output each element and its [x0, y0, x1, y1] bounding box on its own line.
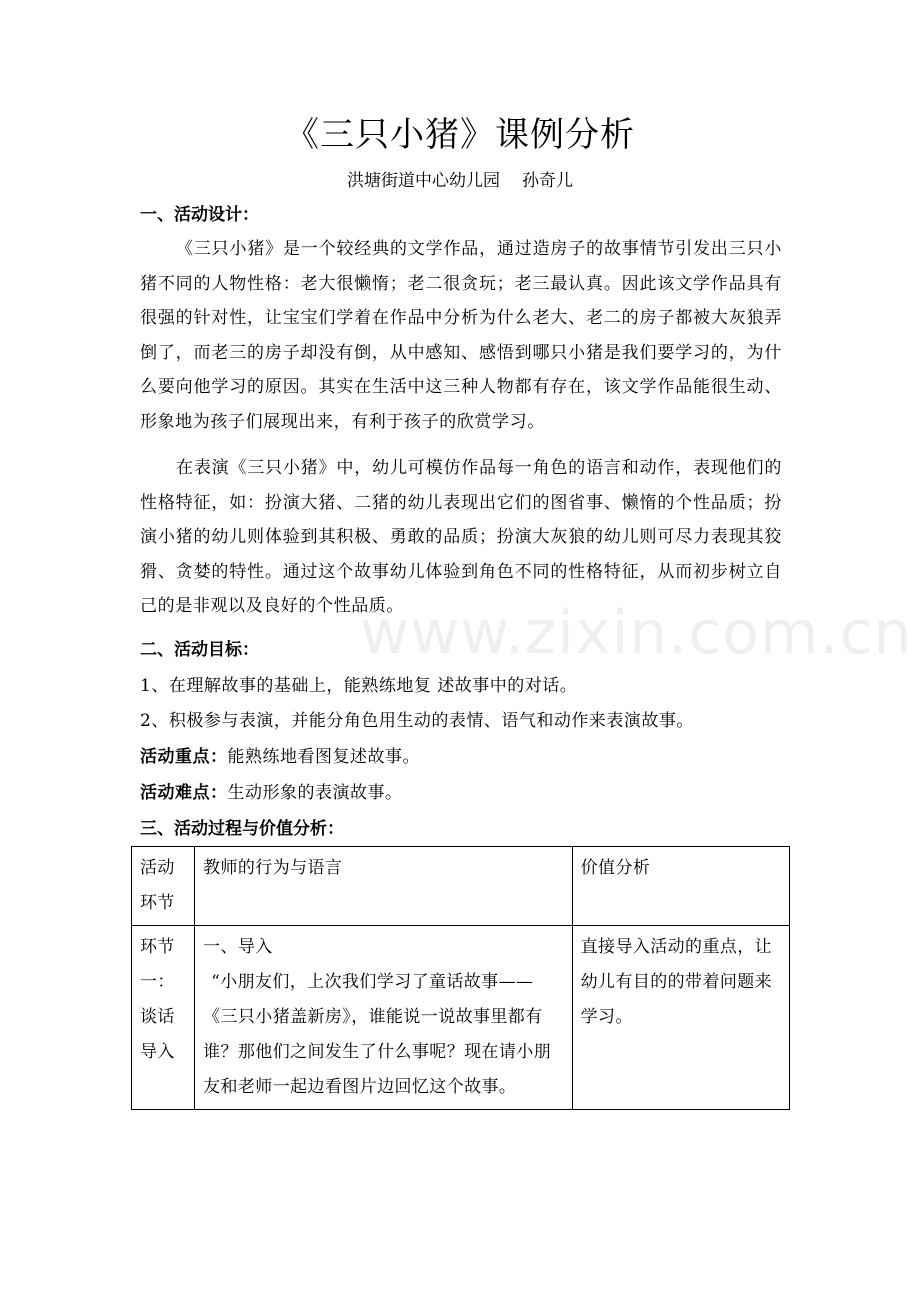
section-heading-design: 一、活动设计：	[140, 205, 259, 225]
header-cell-behavior: 教师的行为与语言	[195, 847, 573, 926]
table-row	[132, 926, 790, 1110]
difficulty-point	[140, 779, 403, 807]
design-paragraph-2: 在表演《三只小猪》中，幼儿可模仿作品每一角色的语言和动作，表现他们的性格特征，如：扮演大猪、二猪的幼儿表现出它们的图省事、懒惰的个性品质；扮演小猪的幼儿则体验到其积极、勇敢的品质；扮演大灰狼的幼儿则可尽力表现其狡猾、贪婪的特性。通过这个故事幼儿体验到角色不同的性格特征，从而初步树立自己的是非观以及良好的个性品质。	[140, 458, 782, 616]
stage-cell: 环节一：谈话导入	[132, 926, 195, 1110]
watermark: www.zixin.com.cn	[360, 598, 913, 668]
author-line	[0, 168, 920, 194]
goal-item-2: 2、积极参与表演，并能分角色用生动的表情、语气和动作来表演故事。	[140, 711, 694, 731]
behavior-cell	[195, 926, 573, 1110]
design-paragraph-1: 《三只小猪》是一个较经典的文学作品，通过造房子的故事情节引发出三只小猪不同的人物性格：老大很懒惰；老二很贪玩；老三最认真。因此该文学作品具有很强的针对性，让宝宝们学着在作品中分析为什么老大、老二的房子都被大灰狼弄倒了，而老三的房子却没有倒，从中感知、感悟到哪只小猪是我们要学习的，为什么要向他学习的原因。其实在生活中这三种人物都有存在，该文学作品能很生动、形象地为孩子们展现出来，有利于孩子的欣赏学习。	[140, 239, 782, 432]
behavior-title: 一、导入	[203, 937, 273, 957]
section-heading-process: 三、活动过程与价值分析：	[140, 819, 344, 839]
goal-item-1: 1、在理解故事的基础上，能熟练地复 述故事中的对话。	[140, 676, 578, 696]
key-point-text: 能熟练地看图复述故事。	[227, 747, 420, 767]
key-point-label: 活动重点：	[140, 747, 228, 767]
table-header-row	[132, 847, 790, 926]
process-table	[131, 846, 790, 1110]
section-heading-goals: 二、活动目标：	[140, 640, 259, 660]
document-title: 《三只小猪》课例分析	[285, 115, 635, 155]
difficulty-text: 生动形象的表演故事。	[227, 783, 403, 803]
author-school: 洪塘街道中心幼儿园	[347, 171, 500, 191]
analysis-cell: 直接导入活动的重点，让幼儿有目的的带着问题来学习。	[572, 926, 789, 1110]
key-point	[140, 743, 420, 771]
header-cell-analysis: 价值分析	[572, 847, 789, 926]
header-cell-stage: 活动环节	[132, 847, 195, 926]
difficulty-label: 活动难点：	[140, 783, 228, 803]
author-name: 孙奇儿	[522, 171, 573, 191]
behavior-text: “小朋友们，上次我们学习了童话故事——《三只小猪盖新房》，谁能说一说故事里都有谁？那他们之间发生了什么事呢？现在请小朋友和老师一起边看图片边回忆这个故事。	[203, 972, 552, 1097]
